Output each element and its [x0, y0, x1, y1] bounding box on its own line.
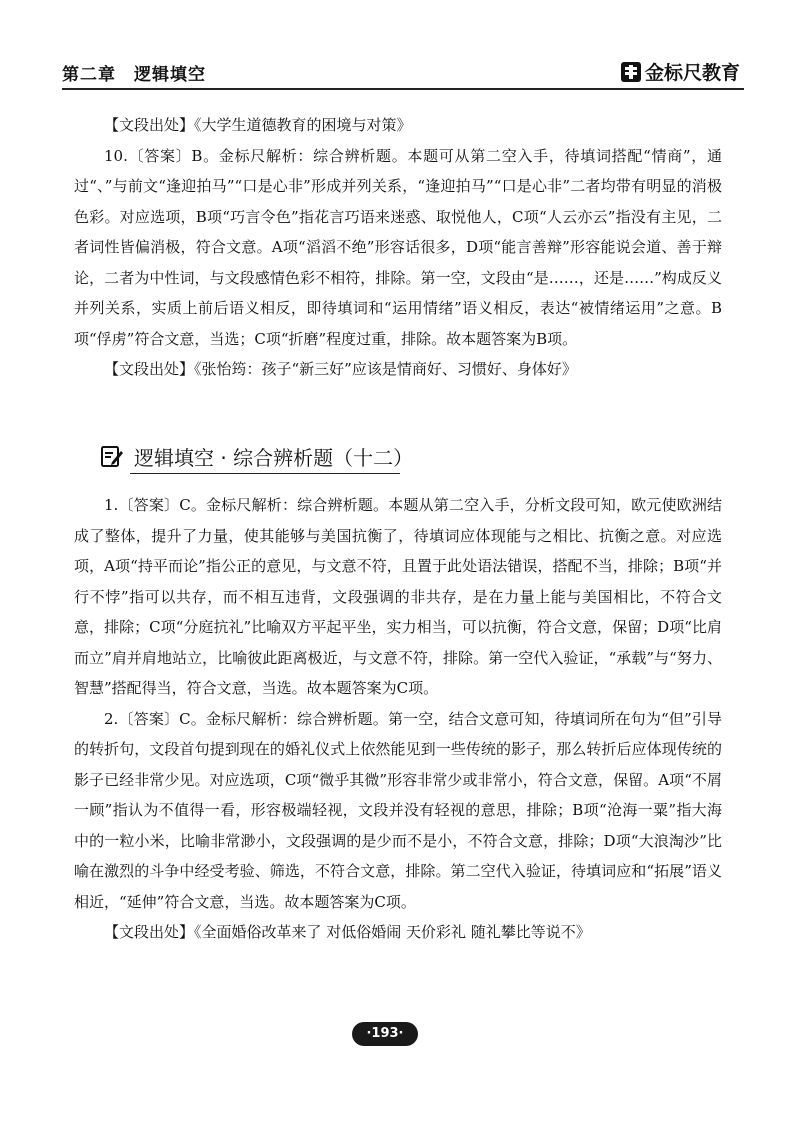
page-number: ·193·: [352, 1022, 418, 1046]
source-note: 【文段出处】《大学生道德教育的困境与对策》: [104, 116, 412, 134]
answer-entry-10: 10.〔答案〕B。金标尺解析：综合辨析题。本题可从第二空入手，待填词搭配“情商”，通过“、”与前文“逢迎拍马”“口是心非”形成并列关系，“逢迎拍马”“口是心非”二者均带有明显的消极色彩。对应选项，B项“巧言令色”指花言巧语来迷惑、取悦他人，C项“人云亦云”指没有主见，二者词性皆偏消极，符合文意。A项“滔滔不绝”形容话很多，D项“能言善辩”形容能说会道、善于辩论，二者为中性词，与文段感情色彩不相符，排除。第一空，文段由“是……，还是……”构成反义并列关系，实质上前后语义相反，即待填词和“运用情绪”语义相反，表达“被情绪运用”之意。B项“俘虏”符合文意，当选；C项“折磨”程度过重，排除。故本题答案为B项。: [74, 146, 722, 348]
answer-entry-2: 2.〔答案〕C。金标尺解析：综合辨析题。第一空，结合文意可知，待填词所在句为“但”引导的转折句，文段首句提到现在的婚礼仪式上依然能见到一些传统的影子，那么转折后应体现传统的影子已经非常少见。对应选项，C项“微乎其微”形容非常少或非常小，符合文意，保留。A项“不屑一顾”指认为不值得一看，形容极端轻视，文段并没有轻视的意思，排除；B项“沧海一粟”指大海中的一粒小米，比喻非常渺小，文段强调的是少而不是小，不符合文意，排除；D项“大浪淘沙”比喻在激烈的斗争中经受考验、筛选，不符合文意，排除。第二空代入验证，待填词应和“拓展”语义相近，“延伸”符合文意，当选。故本题答案为C项。: [74, 709, 722, 911]
header-divider: [62, 88, 744, 90]
answer-block-a: [74, 110, 722, 385]
chapter-title: 第二章 逻辑填空: [62, 65, 206, 85]
source-note: 【文段出处】《全面婚俗改革来了 对低俗婚闹 天价彩礼 随礼攀比等说不》: [104, 923, 591, 941]
section-heading: [100, 440, 414, 476]
brand-logo-icon: [620, 61, 642, 83]
section-title: 逻辑填空 · 综合辨析题（十二）: [134, 446, 414, 470]
edit-note-icon: [100, 444, 124, 468]
answer-entry-1: 1.〔答案〕C。金标尺解析：综合辨析题。本题从第二空入手，分析文段可知，欧元使欧洲结成了整体，提升了力量，使其能够与美国抗衡了，待填词应体现能与之相比、抗衡之意。对应选项，A项“持平而论”指公正的意见，与文意不符，且置于此处语法错误，搭配不当，排除；B项“并行不悖”指可以共存，而不相互违背，文段强调的非共存，是在力量上能与美国相比，不符合文意，排除；C项“分庭抗礼”比喻双方平起平坐，实力相当，可以抗衡，符合文意，保留；D项“比肩而立”肩并肩地站立，比喻彼此距离极近，与文意不符，排除。第一空代入验证，“承载”与“努力、智慧”搭配得当，符合文意，当选。故本题答案为C项。: [74, 496, 722, 697]
source-note: 【文段出处】《张怡筠：孩子“新三好”应该是情商好、习惯好、身体好》: [104, 360, 577, 378]
answer-block-b: [74, 490, 722, 948]
brand-name: 金标尺教育: [644, 62, 740, 84]
brand: [620, 58, 740, 85]
section-underline: [130, 473, 400, 474]
